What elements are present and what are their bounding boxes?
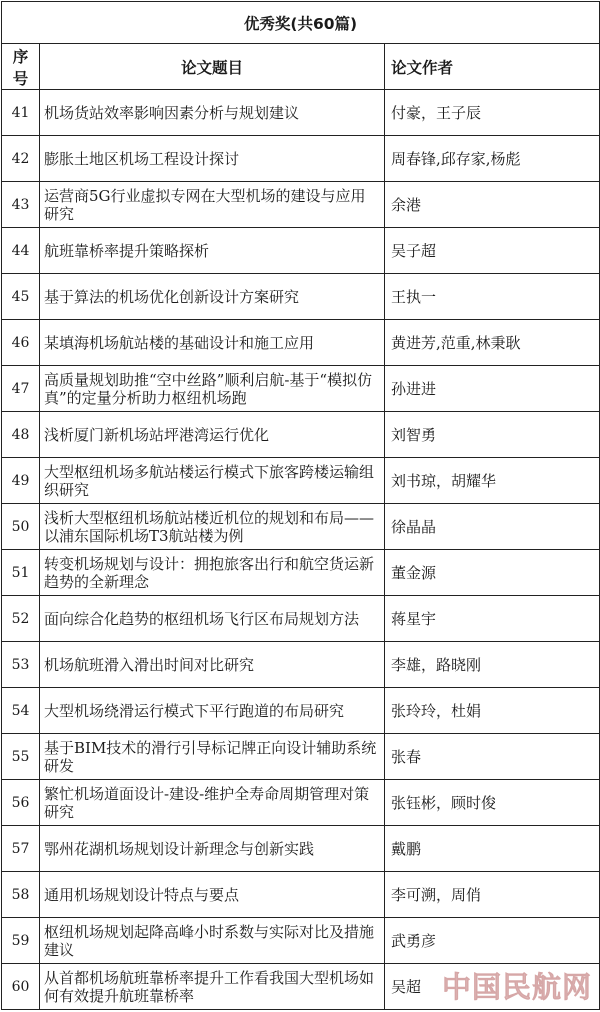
row-author: 孙进进 <box>385 366 600 412</box>
row-author: 吴子超 <box>385 228 600 274</box>
row-author: 黄进芳,范重,林秉耿 <box>385 320 600 366</box>
row-title: 通用机场规划设计特点与要点 <box>40 872 385 918</box>
row-author: 武勇彦 <box>385 918 600 964</box>
table-row <box>2 688 600 734</box>
row-number: 50 <box>2 504 40 550</box>
table-row <box>2 320 600 366</box>
table-row <box>2 826 600 872</box>
row-author: 蒋星宇 <box>385 596 600 642</box>
row-author: 刘书琼，胡耀华 <box>385 458 600 504</box>
row-number: 59 <box>2 918 40 964</box>
table-row <box>2 458 600 504</box>
table-row <box>2 918 600 964</box>
row-author: 徐晶晶 <box>385 504 600 550</box>
row-author: 张钰彬，顾时俊 <box>385 780 600 826</box>
row-title: 繁忙机场道面设计-建设-维护全寿命周期管理对策研究 <box>40 780 385 826</box>
row-number: 45 <box>2 274 40 320</box>
row-title: 鄂州花湖机场规划设计新理念与创新实践 <box>40 826 385 872</box>
row-number: 47 <box>2 366 40 412</box>
row-title: 某填海机场航站楼的基础设计和施工应用 <box>40 320 385 366</box>
table-row <box>2 274 600 320</box>
row-title: 大型枢纽机场多航站楼运行模式下旅客跨楼运输组织研究 <box>40 458 385 504</box>
row-title: 基于BIM技术的滑行引导标记牌正向设计辅助系统研发 <box>40 734 385 780</box>
table-row <box>2 780 600 826</box>
row-number: 58 <box>2 872 40 918</box>
table-caption-row <box>2 2 600 44</box>
table-row <box>2 872 600 918</box>
table-row <box>2 412 600 458</box>
row-number: 49 <box>2 458 40 504</box>
table-row <box>2 228 600 274</box>
header-author: 论文作者 <box>385 44 600 90</box>
row-number: 48 <box>2 412 40 458</box>
row-author: 余港 <box>385 182 600 228</box>
table-row <box>2 596 600 642</box>
row-number: 42 <box>2 136 40 182</box>
row-title: 机场航班滑入滑出时间对比研究 <box>40 642 385 688</box>
row-author: 李雄，路晓刚 <box>385 642 600 688</box>
row-author: 吴超 <box>385 964 600 1010</box>
row-title: 从首都机场航班靠桥率提升工作看我国大型机场如何有效提升航班靠桥率 <box>40 964 385 1010</box>
table-body <box>2 90 600 1010</box>
row-title: 浅析大型枢纽机场航站楼近机位的规划和布局——以浦东国际机场T3航站楼为例 <box>40 504 385 550</box>
row-number: 44 <box>2 228 40 274</box>
row-author: 付豪，王子辰 <box>385 90 600 136</box>
row-title: 高质量规划助推“空中丝路”顺利启航-基于“模拟仿真”的定量分析助力枢纽机场跑 <box>40 366 385 412</box>
row-author: 王执一 <box>385 274 600 320</box>
header-title: 论文题目 <box>40 44 385 90</box>
table-row <box>2 642 600 688</box>
row-number: 57 <box>2 826 40 872</box>
table-row <box>2 366 600 412</box>
watermark-logo: 中国民航网 <box>441 970 592 1004</box>
row-author: 张春 <box>385 734 600 780</box>
table-row <box>2 182 600 228</box>
table-row <box>2 504 600 550</box>
row-title: 大型机场绕滑运行模式下平行跑道的布局研究 <box>40 688 385 734</box>
row-author: 周春锋,邱存家,杨彪 <box>385 136 600 182</box>
row-title: 运营商5G行业虚拟专网在大型机场的建设与应用研究 <box>40 182 385 228</box>
row-number: 41 <box>2 90 40 136</box>
row-number: 51 <box>2 550 40 596</box>
row-number: 43 <box>2 182 40 228</box>
row-title: 机场货站效率影响因素分析与规划建议 <box>40 90 385 136</box>
row-number: 56 <box>2 780 40 826</box>
row-number: 55 <box>2 734 40 780</box>
table-row <box>2 550 600 596</box>
row-author: 李可溯，周俏 <box>385 872 600 918</box>
row-number: 60 <box>2 964 40 1010</box>
row-number: 52 <box>2 596 40 642</box>
table-row <box>2 136 600 182</box>
row-title: 航班靠桥率提升策略探析 <box>40 228 385 274</box>
row-title: 基于算法的机场优化创新设计方案研究 <box>40 274 385 320</box>
row-title: 膨胀土地区机场工程设计探讨 <box>40 136 385 182</box>
row-author: 戴鹏 <box>385 826 600 872</box>
table-row <box>2 90 600 136</box>
award-table <box>1 1 600 1010</box>
row-author: 张玲玲，杜娟 <box>385 688 600 734</box>
table-caption: 优秀奖(共60篇) <box>2 2 600 44</box>
table-header-row <box>2 44 600 90</box>
table-row <box>2 734 600 780</box>
row-author: 董金源 <box>385 550 600 596</box>
row-title: 面向综合化趋势的枢纽机场飞行区布局规划方法 <box>40 596 385 642</box>
row-title: 浅析厦门新机场站坪港湾运行优化 <box>40 412 385 458</box>
row-author: 刘智勇 <box>385 412 600 458</box>
row-number: 53 <box>2 642 40 688</box>
row-title: 转变机场规划与设计：拥抱旅客出行和航空货运新趋势的全新理念 <box>40 550 385 596</box>
row-number: 54 <box>2 688 40 734</box>
row-number: 46 <box>2 320 40 366</box>
row-title: 枢纽机场规划起降高峰小时系数与实际对比及措施建议 <box>40 918 385 964</box>
header-num: 序号 <box>2 44 40 90</box>
